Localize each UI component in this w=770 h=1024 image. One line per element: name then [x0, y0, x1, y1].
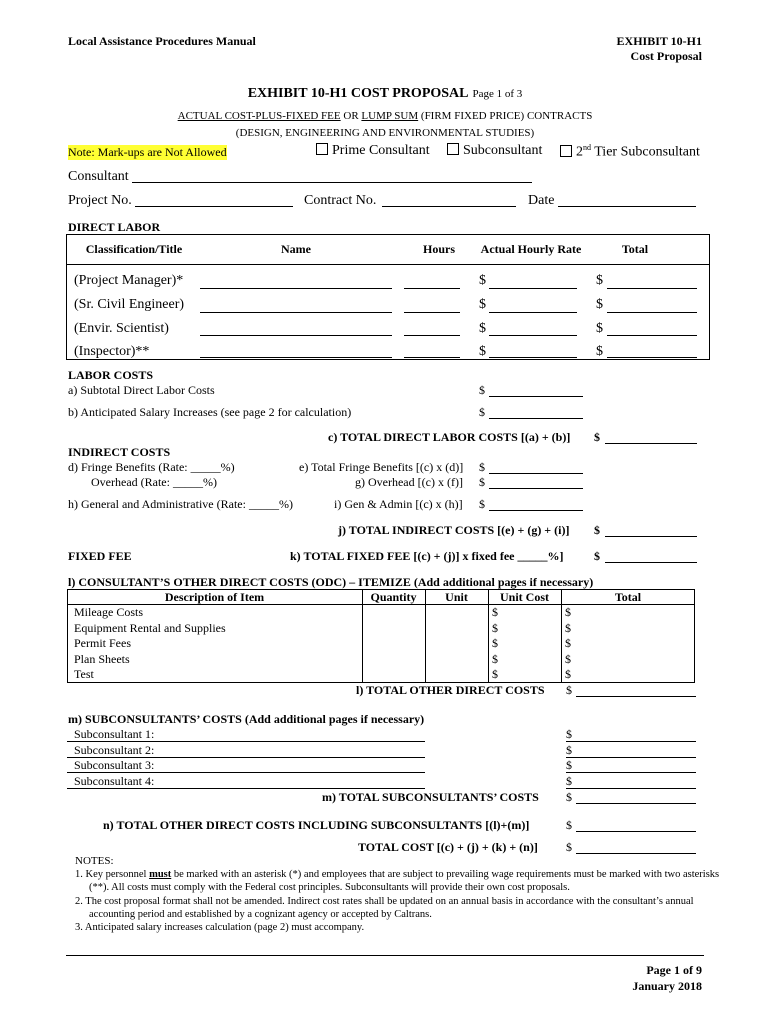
total-odc-incl-sub-dollar: $ [566, 818, 572, 832]
odc-item: Equipment Rental and Supplies [74, 621, 226, 635]
total-fixed-fee-label: k) TOTAL FIXED FEE [(c) + (j)] x fixed fee _____%] [290, 549, 564, 563]
total-dollar: $ [596, 273, 603, 288]
total-cost-dollar: $ [566, 840, 572, 854]
note-2: 2. The cost proposal format shall not be amended. Indirect cost rates shall be updated on an annual basis in accordance with the consultant’s annual accounting period and established by a cognizant agency or accepted by Caltrans. [75, 896, 694, 920]
contract-type-or: OR [343, 110, 359, 122]
labor-rate-field[interactable] [489, 335, 577, 336]
col-hours: Hours [422, 242, 455, 256]
manual-title: Local Assistance Procedures Manual [68, 34, 256, 48]
salary-increase-label: b) Anticipated Salary Increases (see page 2 for calculation) [68, 405, 352, 419]
markup-note: Note: Mark-ups are Not Allowed [68, 145, 227, 159]
rate-dollar: $ [479, 273, 486, 288]
page-title-block [0, 84, 770, 102]
rate-dollar: $ [479, 321, 486, 336]
overhead-dollar: $ [479, 475, 485, 489]
rate-dollar: $ [479, 297, 486, 312]
odc-total-dollar: $ [565, 667, 571, 681]
subtotal-field[interactable] [489, 396, 583, 397]
odc-item: Mileage Costs [74, 605, 143, 619]
project-no-label: Project No. [68, 193, 132, 208]
subtotal-dollar: $ [479, 383, 485, 397]
total-fixed-fee-field[interactable] [605, 562, 697, 563]
odc-unit-cost-dollar: $ [492, 605, 498, 619]
total-indirect-field[interactable] [605, 536, 697, 537]
note-3: 3. Anticipated salary increases calculation (page 2) must accompany. [75, 922, 365, 933]
labor-total-field[interactable] [607, 288, 697, 289]
fringe-total-label: e) Total Fringe Benefits [(c) x (d)] [299, 460, 464, 474]
col-classification: Classification/Title [85, 242, 183, 256]
contract-type-lump: LUMP SUM [361, 110, 419, 122]
total-subconsultants-field[interactable] [576, 803, 696, 804]
labor-name-field[interactable] [200, 288, 392, 289]
fringe-total-field[interactable] [489, 473, 583, 474]
exhibit-subtitle: Cost Proposal [630, 49, 702, 63]
total-dollar: $ [596, 344, 603, 359]
odc-item: Plan Sheets [74, 652, 130, 666]
total-odc-dollar: $ [566, 683, 572, 697]
date-field[interactable] [558, 206, 696, 207]
prime-consultant-option[interactable]: Prime Consultant [316, 143, 430, 159]
labor-hours-field[interactable] [404, 357, 460, 358]
fringe-rate-label: d) Fringe Benefits (Rate: _____%) [68, 460, 235, 474]
subconsultant-label: Subconsultant 2: [74, 743, 155, 757]
contract-type [0, 110, 770, 122]
project-no-field[interactable] [135, 206, 293, 207]
overhead-total-label: g) Overhead [(c) x (f)] [355, 475, 463, 489]
odc-item: Permit Fees [74, 636, 131, 650]
labor-name-field[interactable] [200, 335, 392, 336]
contract-type-firm: (FIRM FIXED PRICE) CONTRACTS [420, 110, 593, 122]
odc-total-dollar: $ [565, 636, 571, 650]
odc-total-dollar: $ [565, 652, 571, 666]
labor-costs-heading: LABOR COSTS [68, 368, 154, 382]
footer-date: January 2018 [632, 979, 702, 993]
footer-page: Page 1 of 9 [646, 963, 702, 977]
labor-hours-field[interactable] [404, 312, 460, 313]
labor-row-title: (Sr. Civil Engineer) [74, 297, 185, 312]
subconsultant-name-field[interactable] [67, 772, 425, 773]
contract-type-cpff: ACTUAL COST-PLUS-FIXED FEE [177, 110, 341, 122]
labor-rate-field[interactable] [489, 312, 577, 313]
subconsultant-dollar: $ [566, 758, 572, 772]
consultant-label: Consultant [68, 169, 129, 184]
direct-labor-header-divider [66, 264, 710, 265]
salary-dollar: $ [479, 405, 485, 419]
total-dollar: $ [596, 297, 603, 312]
labor-row-title: (Envir. Scientist) [74, 321, 169, 336]
subconsultant-name-field[interactable] [67, 788, 425, 789]
labor-rate-field[interactable] [489, 288, 577, 289]
fixed-fee-dollar: $ [594, 549, 600, 563]
subconsultant-name-field[interactable] [67, 741, 425, 742]
labor-row-title: (Inspector)** [74, 344, 150, 359]
indirect-costs-heading: INDIRECT COSTS [68, 445, 171, 459]
odc-col-quantity: Quantity [370, 590, 417, 604]
ga-total-label: i) Gen & Admin [(c) x (h)] [334, 497, 463, 511]
subconsultants-heading: m) SUBCONSULTANTS’ COSTS (Add additional pages if necessary) [68, 712, 425, 726]
total-cost-label: TOTAL COST [(c) + (j) + (k) + (n)] [358, 840, 538, 854]
labor-hours-field[interactable] [404, 335, 460, 336]
odc-unit-cost-dollar: $ [492, 636, 498, 650]
labor-total-field[interactable] [607, 312, 697, 313]
tier-subconsultant-option[interactable]: 2nd Tier Subconsultant [560, 143, 700, 161]
total-indirect-dollar: $ [594, 523, 600, 537]
odc-heading: l) CONSULTANT’S OTHER DIRECT COSTS (ODC) – ITEMIZE (Add additional pages if necessary) [68, 575, 594, 589]
exhibit-label: EXHIBIT 10-H1 [616, 34, 702, 48]
contract-no-label: Contract No. [304, 193, 377, 208]
total-cost-field[interactable] [576, 853, 696, 854]
odc-unit-cost-dollar: $ [492, 667, 498, 681]
labor-name-field[interactable] [200, 312, 392, 313]
odc-col-total: Total [614, 590, 642, 604]
total-direct-labor-label: c) TOTAL DIRECT LABOR COSTS [(a) + (b)] [328, 430, 571, 444]
odc-unit-cost-dollar: $ [492, 652, 498, 666]
total-odc-label: l) TOTAL OTHER DIRECT COSTS [356, 683, 545, 697]
subconsultant-amount-field[interactable] [566, 757, 696, 758]
odc-total-dollar: $ [565, 605, 571, 619]
page-of: Page 1 of 3 [472, 88, 523, 100]
col-total: Total [621, 242, 649, 256]
odc-col-unit: Unit [445, 590, 468, 604]
subconsultant-dollar: $ [566, 774, 572, 788]
total-odc-incl-sub-label: n) TOTAL OTHER DIRECT COSTS INCLUDING SUBCONSULTANTS [(l)+(m)] [103, 818, 530, 832]
col-name: Name [281, 242, 311, 256]
labor-hours-field[interactable] [404, 288, 460, 289]
subconsultant-option[interactable]: Subconsultant [447, 143, 542, 159]
labor-row-title: (Project Manager)* [74, 273, 184, 288]
odc-col-unit-cost: Unit Cost [499, 590, 549, 604]
subconsultant-dollar: $ [566, 727, 572, 741]
page-title: EXHIBIT 10-H1 COST PROPOSAL [247, 86, 469, 101]
prime-checkbox[interactable] [316, 143, 328, 155]
ga-dollar: $ [479, 497, 485, 511]
odc-unit-cost-dollar: $ [492, 621, 498, 635]
total-subconsultants-dollar: $ [566, 790, 572, 804]
subconsultant-label: Subconsultant 3: [74, 758, 155, 772]
col-hourly-rate: Actual Hourly Rate [480, 242, 582, 256]
total-direct-labor-field[interactable] [605, 443, 697, 444]
direct-labor-heading: DIRECT LABOR [68, 220, 161, 234]
notes-heading: NOTES: [75, 855, 114, 867]
tier-checkbox[interactable] [560, 145, 572, 157]
total-odc-incl-sub-field[interactable] [576, 831, 696, 832]
total-subconsultants-label: m) TOTAL SUBCONSULTANTS’ COSTS [322, 790, 539, 804]
total-dollar: $ [596, 321, 603, 336]
total-odc-field[interactable] [576, 696, 696, 697]
sub-checkbox[interactable] [447, 143, 459, 155]
subconsultant-amount-field[interactable] [566, 772, 696, 773]
labor-total-field[interactable] [607, 357, 697, 358]
footer-divider [66, 955, 704, 956]
ga-rate-label: h) General and Administrative (Rate: _____%) [68, 497, 293, 511]
studies-label: (DESIGN, ENGINEERING AND ENVIRONMENTAL STUDIES) [235, 127, 535, 139]
labor-total-field[interactable] [607, 335, 697, 336]
odc-item: Test [74, 667, 94, 681]
salary-increase-field[interactable] [489, 418, 583, 419]
overhead-rate-label: Overhead (Rate: _____%) [91, 475, 217, 489]
note-1: 1. Key personnel must be marked with an asterisk (*) and employees that are subject to prevailing wage requirements must be marked with two asterisks (**). All costs must comply with the Federal cost principles. Subconsultants will provide their own cost proposals. [75, 869, 720, 893]
total-indirect-label: j) TOTAL INDIRECT COSTS [(e) + (g) + (i)] [338, 523, 570, 537]
subconsultant-label: Subconsultant 4: [74, 774, 155, 788]
labor-rate-field[interactable] [489, 357, 577, 358]
fringe-dollar: $ [479, 460, 485, 474]
odc-total-dollar: $ [565, 621, 571, 635]
rate-dollar: $ [479, 344, 486, 359]
labor-name-field[interactable] [200, 357, 392, 358]
overhead-total-field[interactable] [489, 488, 583, 489]
fixed-fee-heading: FIXED FEE [68, 549, 132, 563]
subconsultant-dollar: $ [566, 743, 572, 757]
contract-no-field[interactable] [382, 206, 516, 207]
odc-col-description: Description of Item [164, 590, 265, 604]
subconsultant-amount-field[interactable] [566, 788, 696, 789]
subconsultant-label: Subconsultant 1: [74, 727, 155, 741]
subconsultant-amount-field[interactable] [566, 741, 696, 742]
ga-total-field[interactable] [489, 510, 583, 511]
consultant-field[interactable] [132, 182, 532, 183]
subtotal-label: a) Subtotal Direct Labor Costs [68, 383, 215, 397]
date-label: Date [528, 193, 555, 208]
total-labor-dollar: $ [594, 430, 600, 444]
